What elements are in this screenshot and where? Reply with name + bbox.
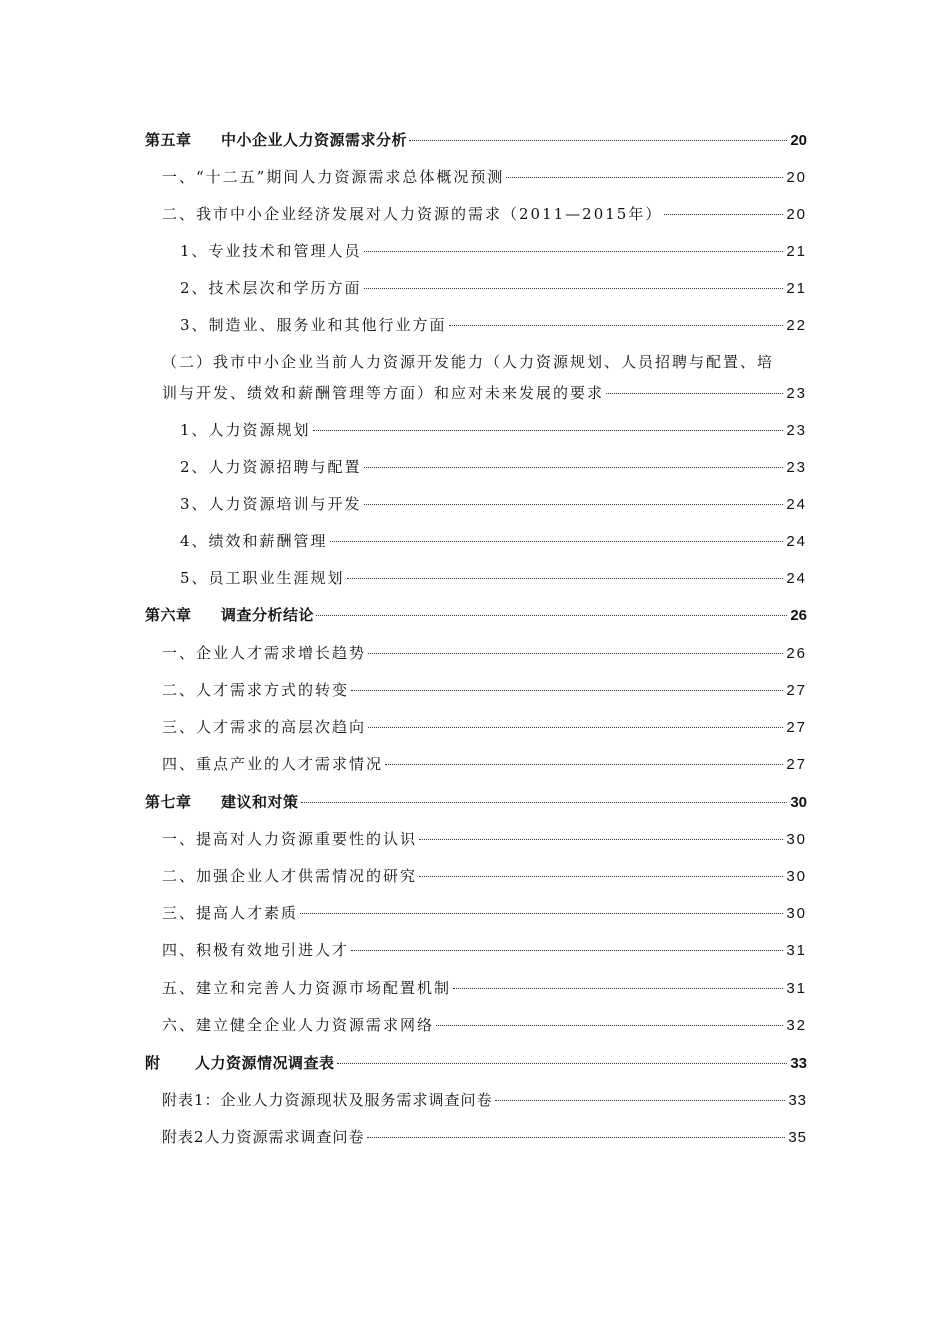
toc-entry-text: 5、员工职业生涯规划 [180,569,345,587]
toc-entry-text: 3、制造业、服务业和其他行业方面 [180,316,447,334]
toc-page-number: 33 [790,1055,807,1072]
toc-page-number: 33 [788,1092,807,1109]
toc-entry-7-5[interactable] [162,978,807,999]
toc-page-number: 27 [786,756,807,773]
toc-chapter-6[interactable] [145,605,807,626]
toc-entry-5-3-1[interactable] [180,420,807,441]
toc-entry-text: 四、积极有效地引进人才 [162,941,350,959]
toc-page-number: 21 [786,243,807,260]
toc-page-number: 24 [786,533,807,550]
toc-leader-dots [364,288,784,289]
toc-leader-dots [347,578,784,579]
toc-page-number: 20 [790,132,807,149]
toc-entry-text: 第七章 建议和对策 [145,793,299,811]
toc-entry-6-4[interactable] [162,754,807,775]
toc-entry-text: 4、绩效和薪酬管理 [180,532,328,550]
toc-leader-dots [351,950,783,951]
toc-page-number: 32 [786,1017,807,1034]
toc-entry-text: 训与开发、绩效和薪酬管理等方面）和应对未来发展的要求 [162,384,605,402]
toc-appendix[interactable] [145,1053,807,1074]
toc-entry-text: 附 人力资源情况调查表 [145,1054,335,1072]
toc-leader-dots [495,1100,786,1101]
toc-entry-text: 第五章 中小企业人力资源需求分析 [145,131,408,149]
toc-leader-dots [313,430,784,431]
toc-entry-text: 一、提高对人力资源重要性的认识 [162,830,418,848]
toc-leader-dots [330,541,784,542]
toc-leader-dots [364,504,784,505]
toc-entry-text: 三、人才需求的高层次趋向 [162,718,367,736]
toc-page-number: 21 [786,280,807,297]
toc-entry-text: 3、人力资源培训与开发 [180,495,362,513]
toc-entry-7-4[interactable] [162,940,807,961]
toc-leader-dots [453,988,783,989]
toc-entry-text: 二、人才需求方式的转变 [162,681,350,699]
toc-leader-dots [337,1063,788,1064]
toc-leader-dots [364,251,784,252]
toc-leader-dots [449,325,784,326]
toc-leader-dots [364,467,784,468]
toc-entry-5-3-2[interactable] [180,457,807,478]
toc-page-number: 30 [786,868,807,885]
toc-entry-5-2-3[interactable] [180,315,807,336]
toc-page-number: 20 [786,169,807,186]
toc-entry-5-2-1[interactable] [180,241,807,262]
toc-entry-5-2-2[interactable] [180,278,807,299]
toc-entry-5-3-line1[interactable]: （二）我市中小企业当前人力资源开发能力（人力资源规划、人员招聘与配置、培 [162,353,775,371]
toc-leader-dots [301,802,788,803]
toc-page-number: 26 [790,607,807,624]
toc-page-number: 24 [786,496,807,513]
toc-leader-dots [367,1137,786,1138]
toc-entry-6-1[interactable] [162,643,807,664]
toc-page-number: 23 [786,422,807,439]
toc-page-number: 20 [786,206,807,223]
toc-page-number: 30 [786,905,807,922]
toc-leader-dots [419,839,783,840]
toc-leader-dots [368,653,783,654]
toc-entry-7-6[interactable] [162,1015,807,1036]
toc-chapter-7[interactable] [145,792,807,813]
toc-entry-text: 三、提高人才素质 [162,904,299,922]
toc-entry-7-2[interactable] [162,866,807,887]
toc-entry-text: 2、人力资源招聘与配置 [180,458,362,476]
toc-leader-dots [506,177,783,178]
toc-entry-text: 六、建立健全企业人力资源需求网络 [162,1016,435,1034]
toc-entry-6-3[interactable] [162,717,807,738]
toc-entry-5-3-5[interactable] [180,568,807,589]
toc-entry-text: 2、技术层次和学历方面 [180,279,362,297]
toc-entry-text: 1、人力资源规划 [180,421,311,439]
toc-leader-dots [385,764,783,765]
toc-entry-5-3[interactable] [162,383,807,404]
toc-page-number: 27 [786,682,807,699]
toc-leader-dots [606,393,783,394]
toc-page-number: 30 [790,794,807,811]
toc-appendix-table-1[interactable] [162,1090,807,1111]
toc-entry-7-3[interactable] [162,903,807,924]
toc-entry-6-2[interactable] [162,680,807,701]
toc-page-number: 22 [786,317,807,334]
toc-leader-dots [409,140,787,141]
toc-entry-text: 附表1：企业人力资源现状及服务需求调查问卷 [162,1091,493,1109]
toc-entry-text: 1、专业技术和管理人员 [180,242,362,260]
toc-appendix-table-2[interactable] [162,1127,807,1148]
toc-entry-5-1[interactable] [162,167,807,188]
toc-entry-7-1[interactable] [162,829,807,850]
toc-entry-text: 附表2人力资源需求调查问卷 [162,1128,365,1146]
toc-page-number: 26 [786,645,807,662]
toc-entry-5-3-4[interactable] [180,531,807,552]
toc-leader-dots [436,1025,783,1026]
toc-page-number: 24 [786,570,807,587]
toc-leader-dots [368,727,783,728]
toc-page-number: 23 [786,459,807,476]
toc-leader-dots [419,876,783,877]
toc-chapter-5[interactable] [145,130,807,151]
toc-page-number: 35 [788,1129,807,1146]
toc-entry-text: 一、企业人才需求增长趋势 [162,644,367,662]
toc-page-number: 30 [786,831,807,848]
toc-entry-5-3-3[interactable] [180,494,807,515]
toc-entry-text: 一、“十二五”期间人力资源需求总体概况预测 [162,168,505,186]
toc-page-number: 23 [786,385,807,402]
toc-page-number: 31 [786,942,807,959]
toc-entry-text: 二、加强企业人才供需情况的研究 [162,867,418,885]
toc-page-number: 31 [786,980,807,997]
toc-entry-text: 五、建立和完善人力资源市场配置机制 [162,979,452,997]
toc-entry-text: 第六章 调查分析结论 [145,606,315,624]
toc-page-number: 27 [786,719,807,736]
toc-leader-dots [664,214,783,215]
toc-leader-dots [316,615,787,616]
toc-entry-5-2[interactable] [162,204,807,225]
toc-leader-dots [351,690,783,691]
toc-entry-text: 二、我市中小企业经济发展对人力资源的需求（2011—2015年） [162,205,663,223]
toc-leader-dots [300,913,783,914]
toc-entry-text: 四、重点产业的人才需求情况 [162,755,384,773]
